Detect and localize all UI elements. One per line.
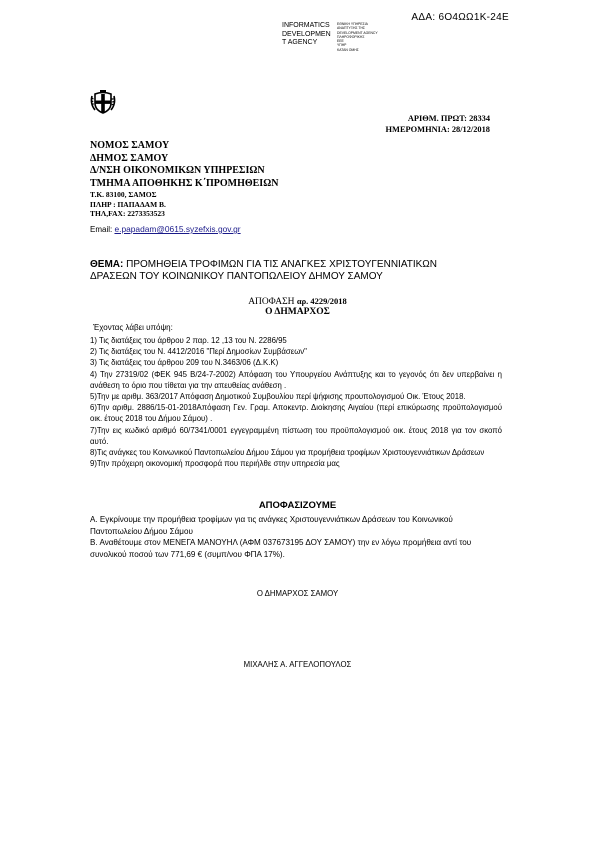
prefecture-line: ΝΟΜΟΣ ΣΑΜΟΥ <box>90 140 170 151</box>
protocol-date <box>366 124 490 135</box>
department-line: ΤΜΗΜΑ ΑΠΟΘΗΚΗΣ Κ΄ΠΡΟΜΗΘΕΙΩΝ <box>90 177 279 189</box>
subject-label: ΘΕΜΑ: <box>90 259 124 270</box>
decide-heading: ΑΠΟΦΑΣΙΖΟΥΜΕ <box>258 500 337 511</box>
logo-right-line: ΕΘΝΙΚΗ ΥΠΗΡΕΣΙΑ <box>337 22 368 26</box>
list-item: 9)Την πρόχειρη οικονομική προσφορά που περιήλθε στην υπηρεσία μας <box>90 459 340 469</box>
signature-name: ΜΙΧΑΛΗΣ Α. ΑΓΓΕΛΟΠΟΥΛΟΣ <box>243 660 352 669</box>
subject-text-1: ΠΡΟΜΗΘΕΙΑ ΤΡΟΦΙΜΩΝ ΓΙΑ ΤΙΣ ΑΝΑΓΚΕΣ ΧΡΙΣΤΟΥΓΕΝΝΙΑΤΙΚΩΝ <box>126 259 438 270</box>
phone-line: ΤΗΛ,FAX: 2273353523 <box>90 209 165 218</box>
ada-code: ΑΔΑ: 6Ο4ΩΩ1Κ-24Ε <box>411 12 509 23</box>
email-line <box>90 224 241 234</box>
subject-line-1 <box>90 259 510 271</box>
protocol-date-value: 28/12/2018 <box>451 125 490 134</box>
signature-title: Ο ΔΗΜΑΡΧΟΣ ΣΑΜΟΥ <box>256 589 339 598</box>
decision-item-b: Β. Αναθέτουμε στον ΜΕΝΕΓΑ ΜΑΝΟΥΗΛ (ΑΦΜ 037673195 ΔΟΥ ΣΑΜΟΥ) την εν λόγω προμήθεια αντί του συνολικού ποσού των 771,69 € (συμπ/νου ΦΠΑ 17%). <box>90 538 472 559</box>
decisions-list <box>90 514 502 560</box>
logo-right-line: ΑΝΑΠΤΥΞΗΣ ΤΗΣ <box>337 26 365 31</box>
mayor-heading: Ο ΔΗΜΑΡΧΟΣ <box>265 307 330 317</box>
directorate-line: Δ/ΝΣΗ ΟΙΚΟΝΟΜΙΚΩΝ ΥΠΗΡΕΣΙΩΝ <box>90 165 265 176</box>
decision-number: αρ. 4229/2018 <box>296 296 347 306</box>
list-item: 7)Την εις κωδικό αριθμό 60/7341/0001 εγγεγραμμένη πίστωση του προϋπολογισμού οικ. έτους 2018 για τον σκοπό αυτό. <box>90 425 502 446</box>
logo-right-line: ΠΛΗΡΟΦΟΡΙΚΗΣ <box>337 34 365 39</box>
subject-block <box>90 259 510 283</box>
list-item: 6)Την αριθμ. 2886/15-01-2018Απόφαση Γεν. Γραμ. Αποκεντρ. Διοίκησης Αιγαίου (περί επικύρωσης προϋπολογισμού οικ. έτους 2018 του Δήμου Σάμου) . <box>90 403 502 424</box>
considering-heading: Έχοντας λάβει υπόψη: <box>93 323 173 332</box>
email-link[interactable]: e.papadam@0615.syzefxis.gov.gr <box>114 224 241 234</box>
decision-item-a: Α. Εγκρίνουμε την προμήθεια τροφίμων για τις ανάγκες Χριστουγεννιάτικων Δράσεων του Κοινωνικού Παντοπωλείου Δήμου Σάμου <box>90 515 453 536</box>
list-item: 8)Τις ανάγκες του Κοινωνικού Παντοπωλείου Δήμου Σάμου για προμήθεια τροφίμων Χριστουγεννιάτικων Δράσεων <box>90 448 485 458</box>
list-item: 3) Τις διατάξεις του άρθρου 209 του Ν.3463/06 (Δ.Κ.Κ) <box>90 358 279 368</box>
list-item: 5)Την με αριθμ. 363/2017 Απόφαση Δημοτικού Συμβουλίου περί ψήφισης προυπολογισμού Οικ. Έτους 2018. <box>90 392 466 402</box>
logo-right-line: DEVELOPMENT AGENCY <box>337 30 378 35</box>
development-agency-logo <box>282 22 377 58</box>
logo-left-line: INFORMATICS <box>282 22 330 29</box>
logo-right-line: ΚΑΤΑΝ ΟΜΗΣ <box>337 47 359 52</box>
postal-code-line: Τ.Κ. 83100, ΣΑΜΟΣ <box>90 190 157 199</box>
logo-left-line: DEVELOPMEN <box>282 30 331 38</box>
logo-left-text <box>282 22 331 48</box>
list-item: 4) Την 27319/02 (ΦΕΚ 945 Β/24-7-2002) Απόφαση του Υπουργείου Ανάπτυξης και το γεγονός ότι δεν υπερβαίνει η ανάθεση το όριο που τίθεται για την απευθείας ανάθεση . <box>90 369 502 390</box>
protocol-number-label: ΑΡΙΘΜ. ΠΡΩΤ: <box>407 114 467 123</box>
list-item: 2) Τις διατάξεις του Ν. 4412/2016 "Περί Δημοσίων Συμβάσεων" <box>90 347 307 357</box>
greek-coat-of-arms-icon <box>88 86 118 116</box>
decision-title-word: ΑΠΟΦΑΣΗ <box>248 297 295 307</box>
protocol-number-value: 28334 <box>469 114 490 123</box>
protocol-number <box>366 113 490 124</box>
municipality-line: ΔΗΜΟΣ ΣΑΜΟΥ <box>90 152 169 164</box>
issuer-header <box>90 140 278 219</box>
logo-left-line: T AGENCY <box>282 39 318 46</box>
protocol-block <box>366 113 490 135</box>
email-label: Email: <box>90 225 113 234</box>
contact-person-line: ΠΛΗΡ : ΠΑΠΑΔΑΜ Β. <box>90 199 166 209</box>
logo-right-text <box>337 22 379 52</box>
logo-right-line: ΕΕΕ <box>337 39 344 44</box>
subject-text-2: ΔΡΑΣΕΩΝ ΤΟΥ ΚΟΙΝΩΝΙΚΟΥ ΠΑΝΤΟΠΩΛΕΙΟΥ ΔΗΜΟΥ ΣΑΜΟΥ <box>90 271 383 282</box>
logo-right-line: ΥΠΗΡ <box>337 43 347 48</box>
protocol-date-label: ΗΜΕΡΟΜΗΝΙΑ: <box>385 125 450 134</box>
considerations-list <box>90 335 502 469</box>
list-item: 1) Τις διατάξεις του άρθρου 2 παρ. 12 ,13 του Ν. 2286/95 <box>90 336 287 345</box>
